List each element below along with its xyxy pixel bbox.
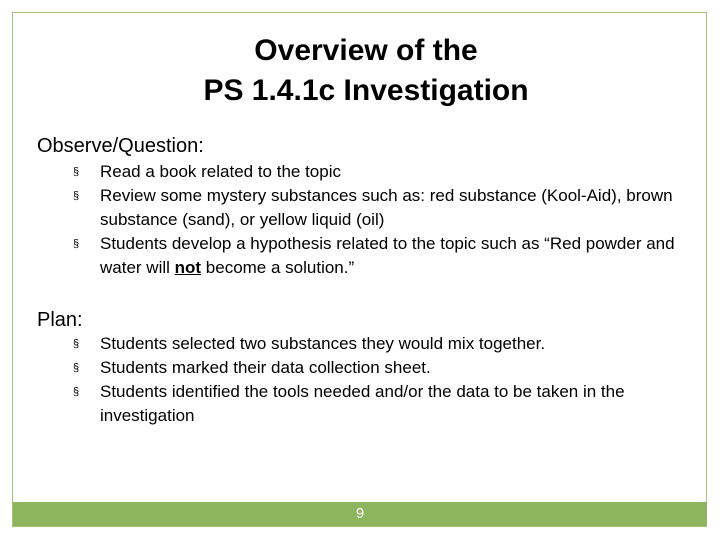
slide-title [0,31,720,111]
title-line-1: Overview of the [254,34,478,67]
section-bullet-icon: § [73,238,80,250]
bullet-text: Students identified the tools needed and/or the data to be taken in the investigation [100,382,625,425]
bullet-text-before: Students develop a hypothesis related to the topic such as “Red powder and water will [100,234,675,277]
section-bullet-icon: § [73,166,80,178]
bullet-text: Students selected two substances they would mix together. [100,334,546,353]
observe-question-heading: Observe/Question: [37,135,204,157]
bullet-text: Students marked their data collection sheet. [100,358,431,377]
plan-heading: Plan: [37,309,83,331]
section-bullet-icon: § [73,386,80,398]
bullet-text: Read a book related to the topic [100,162,341,181]
bullet-text-after: become a solution.” [201,258,355,277]
observe-question-list [73,160,690,280]
section-bullet-icon: § [73,190,80,202]
title-line-2: PS 1.4.1c Investigation [203,74,529,107]
bullet-text: Review some mystery substances such as: red substance (Kool-Aid), brown substance (sand), or yellow liquid (oil) [100,186,673,229]
list-item [73,184,690,232]
emphasis-not: not [174,258,202,277]
page-number: 9 [355,505,365,522]
list-item [73,380,690,428]
section-bullet-icon: § [73,362,80,374]
list-item [73,356,690,380]
section-bullet-icon: § [73,338,80,350]
list-item [73,232,690,280]
plan-list [73,332,690,428]
list-item [73,332,690,356]
list-item [73,160,690,184]
